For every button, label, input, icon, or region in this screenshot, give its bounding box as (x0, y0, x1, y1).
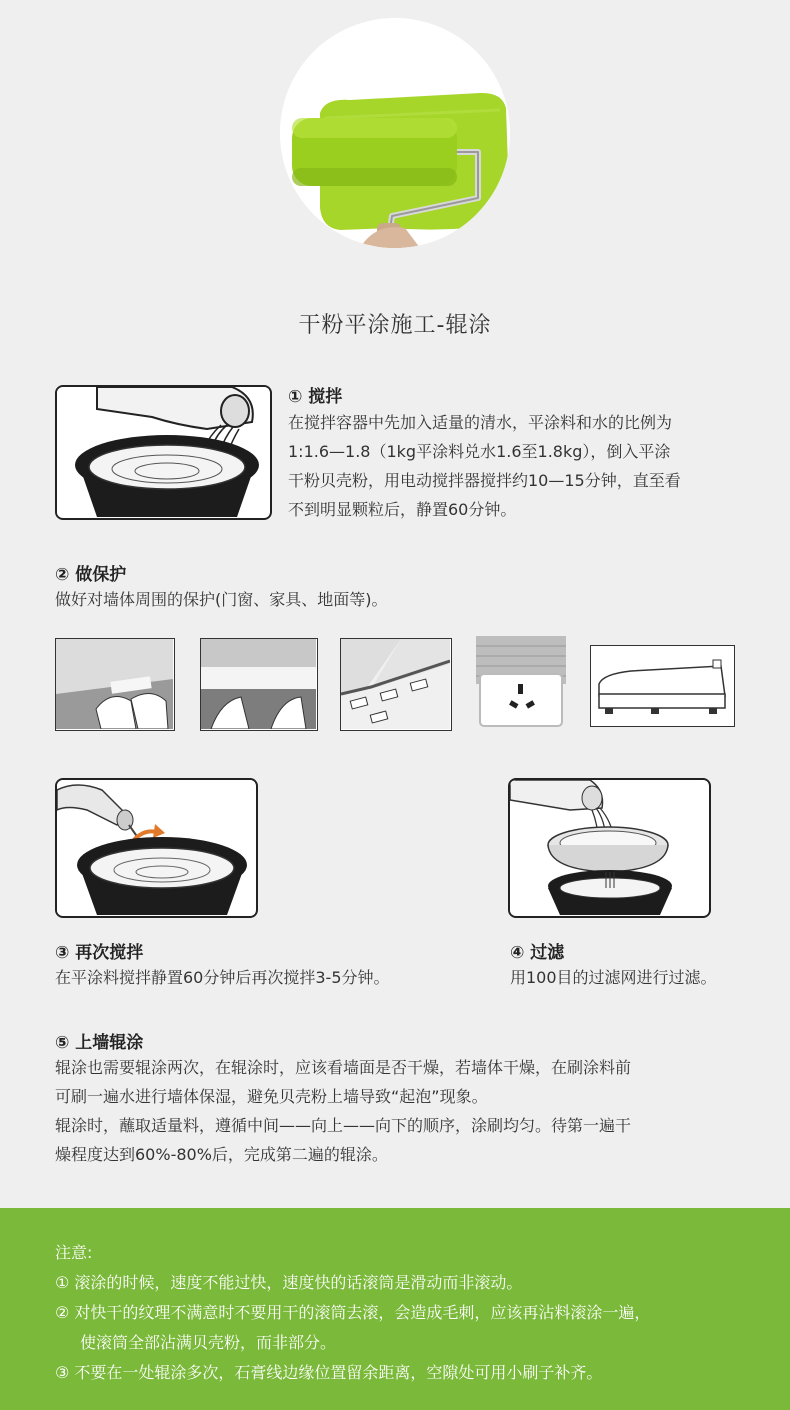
step3-heading: ③ 再次搅拌 (55, 943, 144, 963)
step2-text: 做好对墙体周围的保护(门窗、家具、地面等)。 (55, 590, 388, 609)
protect-photo-baseboard (55, 638, 175, 731)
step5-heading: ⑤ 上墙辊涂 (55, 1033, 144, 1053)
protect-photo-floor (200, 638, 318, 731)
note-item: ② 对快干的纹理不满意时不要用干的滚筒去滚，会造成毛刺，应该再沾料滚涂一遍， (55, 1303, 651, 1322)
step1-line: 1:1.6—1.8（1kg平涂料兑水1.6至1.8kg），倒入平涂 (288, 442, 671, 461)
step4-heading: ④ 过滤 (510, 943, 565, 963)
step4-text: 用100目的过滤网进行过滤。 (510, 968, 717, 987)
step5-line: 辊涂时，蘸取适量料，遵循中间——向上——向下的顺序，涂刷均匀。待第一遍干 (55, 1116, 632, 1135)
step1-text (288, 408, 681, 524)
step3-remix-illustration (55, 778, 258, 918)
paint-roller-icon (280, 18, 510, 248)
note-item: ① 滚涂的时候，速度不能过快，速度快的话滚筒是滑动而非滚动。 (55, 1273, 523, 1292)
drill-mixer-icon (57, 780, 255, 915)
bucket-pour-icon (57, 387, 269, 517)
note-item: ③ 不要在一处辊涂多次，石膏线边缘位置留余距离，空隙处可用小刷子补齐。 (55, 1363, 603, 1382)
notes-label: 注意: (55, 1243, 93, 1262)
step2-heading: ② 做保护 (55, 565, 127, 585)
notes-panel (0, 1208, 790, 1410)
note-item-continued: 使滚筒全部沾满贝壳粉，而非部分。 (80, 1333, 337, 1352)
protect-photo-corner (340, 638, 452, 731)
step5-line: 可刷一遍水进行墙体保湿，避免贝壳粉上墙导致“起泡”现象。 (55, 1087, 488, 1106)
step5-text (55, 1053, 631, 1169)
step3-text: 在平涂料搅拌静置60分钟后再次搅拌3-5分钟。 (55, 968, 390, 987)
step1-line: 在搅拌容器中先加入适量的清水，平涂料和水的比例为 (288, 413, 673, 432)
step5-line: 燥程度达到60%-80%后，完成第二遍的辊涂。 (55, 1145, 388, 1164)
step1-line: 不到明显颗粒后，静置60分钟。 (288, 500, 517, 519)
hero-roller-image (280, 18, 510, 248)
step5-line: 辊涂也需要辊涂两次，在辊涂时，应该看墙面是否干燥，若墙体干燥，在刷涂料前 (55, 1058, 632, 1077)
page-title: 干粉平涂施工-辊涂 (298, 313, 492, 338)
step1-heading: ① 搅拌 (288, 387, 343, 407)
protect-photo-socket (474, 636, 568, 731)
protect-photo-furniture (590, 645, 735, 727)
step1-line: 干粉贝壳粉，用电动搅拌器搅拌约10—15分钟，直至看 (288, 471, 681, 490)
step4-filter-illustration (508, 778, 711, 918)
filter-sieve-icon (510, 780, 708, 915)
step1-mixing-illustration (55, 385, 272, 520)
